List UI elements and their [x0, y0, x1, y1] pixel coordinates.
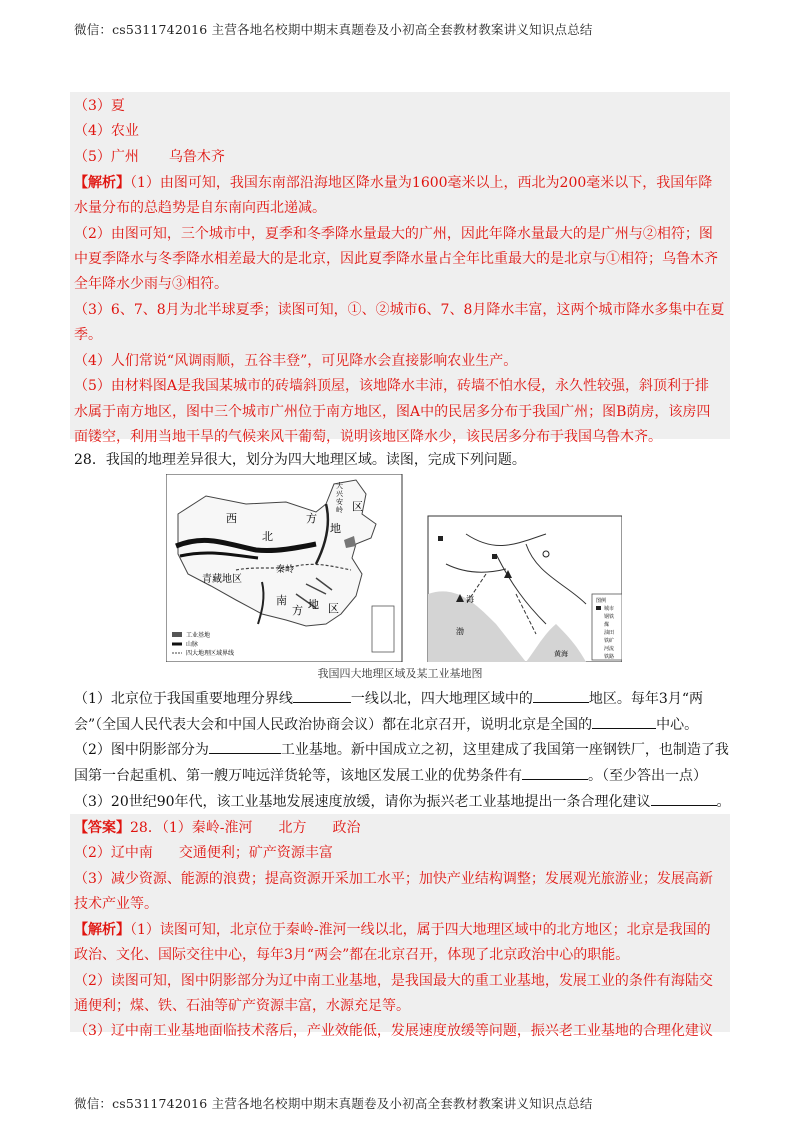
answer-line-4: （4）农业	[74, 123, 139, 139]
figure-maps	[166, 474, 622, 662]
question-28-part-3-line-1	[74, 791, 731, 812]
answer-5-city-1: （5）广州	[74, 149, 139, 165]
analysis-3-line-1: （3）6、7、8月为北半球夏季；读图可知，①、②城市6、7、8月降水丰富，这两个城市降水多集中在夏	[74, 302, 725, 318]
q2-text-c: 国第一台起重机、第一艘万吨远洋货轮等，该地区发展工业的优势条件有	[74, 768, 522, 784]
analysis-1-line-2: 水量分布的总趋势是自东南向西北递减。	[74, 200, 326, 216]
q1-text-b: 一线以北，四大地理区域中的	[350, 691, 533, 707]
map-label-di: 地	[330, 522, 341, 535]
map-label-bo: 渤	[456, 627, 464, 636]
answer-2-1: （2）辽中南	[74, 845, 153, 861]
analysis-5-line-3: 面镂空，利用当地干旱的气候来风干葡萄，说明该地区降水少，该民居多分布于我国乌鲁木齐。	[74, 429, 662, 445]
answer-line-3: （3）夏	[74, 98, 125, 114]
answer-1-3: 政治	[332, 820, 361, 836]
map-label-ling: 岭	[336, 506, 343, 514]
question-28-part-1-line-2	[74, 714, 698, 735]
analysis-tag: 【解析】	[74, 175, 130, 191]
answer-blank-4[interactable]	[209, 739, 281, 754]
right-legend-title: 图例	[596, 598, 607, 604]
city-marker-1	[438, 536, 443, 541]
analysis-5-line-2: 水属于南方地区，图中三个城市广州位于南方地区，图A中的民居多分布于我国广州；图B荫房，该房四	[74, 404, 711, 420]
page-footer: 微信：cs5311742016 主营各地名校期中期末真题卷及小初高全套教材教案讲义知识点总结	[74, 1096, 593, 1111]
city-marker-2	[492, 554, 497, 559]
map-label-west: 西	[226, 512, 237, 525]
map-label-fang: 方	[306, 512, 317, 525]
analysis-28-tag: 【解析】	[74, 922, 130, 938]
page-header: 微信：cs5311742016 主营各地名校期中期末真题卷及小初高全套教材教案讲义知识点总结	[74, 22, 593, 37]
map-figure-svg	[166, 474, 622, 662]
answer-line-5	[74, 147, 225, 167]
south-sea-inset	[372, 606, 394, 652]
answer-28-line-1	[74, 818, 360, 838]
analysis-28-line-5: （3）辽中南工业基地面临技术落后，产业效能低，发展速度放缓等问题，振兴老工业基地的合理化建议	[74, 1023, 713, 1039]
answer-28-line-2	[74, 843, 333, 863]
legend-swatch-industrial	[172, 632, 182, 637]
legend-boundary: 四大地理区域界线	[186, 650, 235, 657]
map-label-qingzang: 青藏地区	[202, 574, 242, 585]
q1-text-d: 会”（全国人民代表大会和中国人民政治协商会议）都在北京召开，说明北京是全国的	[74, 717, 593, 733]
answer-blank-6[interactable]	[651, 791, 717, 806]
q2-text-d: 。（至少答出一点）	[588, 768, 707, 784]
legend-mountain: 山脉	[186, 641, 199, 648]
analysis-2-line-3: 全年降水少雨与③相符。	[74, 276, 228, 292]
answer-28-line-3: （3）减少资源、能源的浪费；提高资源开采加工水平；加快产业结构调整；发展观光旅游业；发展高新	[74, 871, 713, 887]
q1-text-a: （1）北京位于我国重要地理分界线	[74, 691, 293, 707]
question-28-stem: 28．我国的地理差异很大，划分为四大地理区域。读图，完成下列问题。	[74, 452, 526, 468]
answer-1-1: （1）秦岭-淮河	[161, 820, 253, 836]
right-legend-coal: 煤	[604, 622, 610, 628]
right-legend-oil: 油田	[604, 630, 615, 636]
map-label-south-qu: 区	[328, 602, 339, 615]
analysis-28-line-2: 政治、文化、国际交往中心，每年3月“两会”都在北京召开，体现了北京政治中心的职能。	[74, 947, 630, 963]
q3-text-a: （3）20世纪90年代，该工业基地发展速度放缓，请你为振兴老工业基地提出一条合理化建议	[74, 794, 651, 810]
right-legend-iron: 铁矿	[604, 638, 615, 644]
q1-text-e: 中心。	[656, 717, 699, 733]
q1-text-c: 地区。每年3月“两	[588, 691, 703, 707]
answer-1-2: 北方	[278, 820, 307, 836]
analysis-28-line-4: 通便利；煤、铁、石油等矿产资源丰富，水源充足等。	[74, 998, 410, 1014]
analysis-1-line-1	[74, 173, 712, 193]
answer-5-city-2: 乌鲁木齐	[168, 149, 225, 165]
question-28-part-1-line-1	[74, 688, 703, 709]
answer-blank-3[interactable]	[592, 714, 656, 729]
answer-tag: 【答案】	[74, 820, 130, 836]
question-28-part-2-line-1	[74, 739, 729, 760]
map-label-south-di: 地	[308, 598, 319, 611]
map-label-xing: 兴	[336, 490, 343, 498]
q2-text-b: 工业基地。新中国成立之初，这里建成了我国第一座钢铁厂，也制造了我	[280, 742, 729, 758]
answer-number: 28．	[130, 820, 162, 836]
figure-caption: 我国四大地理区域及某工业基地图	[317, 667, 483, 680]
map-label-yellow-sea: 黄海	[554, 650, 568, 658]
right-legend-steel: 钢铁	[604, 614, 615, 620]
answer-2-2: 交通便利；矿产资源丰富	[178, 845, 333, 861]
analysis-28-text-1: （1）读图可知，北京位于秦岭-淮河一线以北，属于四大地理区域中的北方地区；北京是我国的	[130, 922, 711, 938]
q3-text-b: 。	[716, 794, 731, 810]
answer-28-line-4: 技术产业等。	[74, 896, 158, 912]
analysis-1-text: （1）由图可知，我国东南部沿海地区降水量为1600毫米以上，西北为200毫米以下，我国年降	[130, 175, 713, 191]
answer-blank-1[interactable]	[293, 688, 351, 703]
right-legend-river: 河流	[604, 646, 615, 652]
answer-blank-5[interactable]	[522, 765, 588, 780]
q2-text-a: （2）图中阴影部分为	[74, 742, 209, 758]
map-label-south: 南	[276, 594, 287, 607]
map-label-hai: 海	[466, 595, 474, 604]
legend-city-symbol	[596, 606, 601, 610]
analysis-4-line: （4）人们常说“风调雨顺，五谷丰登”，可见降水会直接影响农业生产。	[74, 353, 518, 369]
analysis-28-line-3: （2）读图可知，图中阴影部分为辽中南工业基地，是我国最大的重工业基地，发展工业的条件有海陆交	[74, 973, 713, 989]
analysis-3-line-2: 季。	[74, 327, 102, 343]
analysis-28-line-1	[74, 920, 711, 940]
map-label-an: 安	[336, 498, 343, 506]
answer-blank-2[interactable]	[533, 688, 589, 703]
map-label-qinling: 秦岭	[276, 565, 295, 575]
question-28-part-2-line-2	[74, 765, 707, 786]
map-label-north: 北	[262, 530, 273, 543]
right-legend-city: 城市	[604, 606, 615, 612]
legend-industrial-base: 工业基地	[186, 632, 211, 639]
map-label-south-fang: 方	[292, 604, 303, 617]
analysis-5-line-1: （5）由材料图A是我国某城市的砖墙斜顶屋，该地降水丰沛，砖墙不怕水侵，永久性较强，斜顶利于排	[74, 378, 710, 394]
analysis-2-line-2: 中夏季降水与冬季降水相差最大的是北京，因此夏季降水量占全年比重最大的是北京与①相符；乌鲁木齐	[74, 251, 718, 267]
map-label-da: 大	[336, 482, 343, 490]
right-legend-railway: 铁路	[604, 654, 615, 660]
map-label-qu: 区	[352, 500, 363, 513]
analysis-2-line-1: （2）由图可知，三个城市中，夏季和冬季降水量最大的广州，因此年降水量最大的是广州与②相符；图	[74, 226, 713, 242]
